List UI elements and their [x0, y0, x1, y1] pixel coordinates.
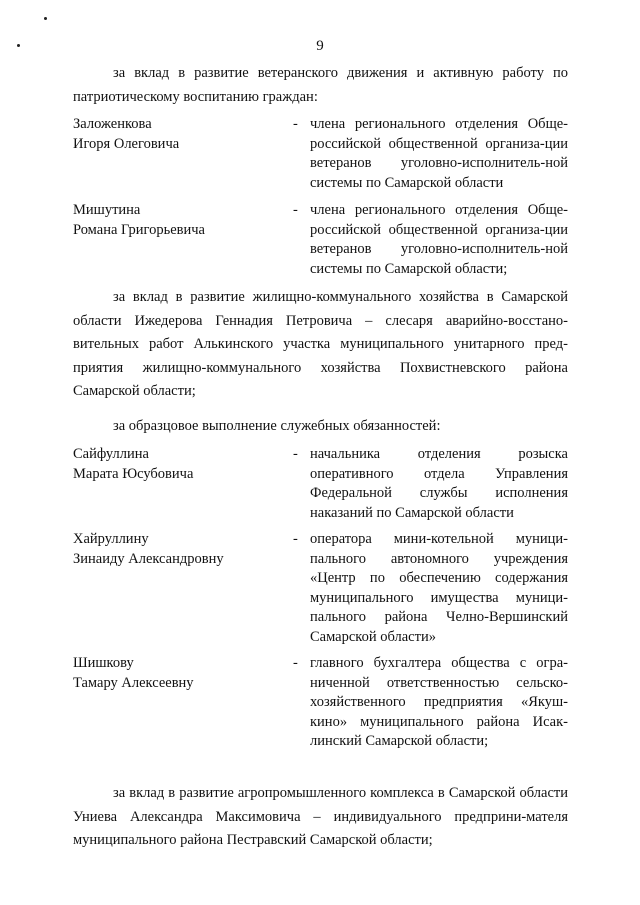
recipient-position: начальника отделения розыска оперативного отдела Управления Федеральной службы исполнения наказаний по Самарской области: [310, 446, 568, 521]
paragraph-agro: за вклад в развитие агропромышленного комплекса в Самарской области Униева Александра Максимовича – индивидуального предприни-мателя муниципального района Пестравский Самарской области;: [73, 785, 568, 848]
dash: -: [293, 116, 298, 132]
dash: -: [293, 655, 298, 671]
section-heading: за образцовое выполнение служебных обязанностей:: [113, 418, 441, 434]
recipient-position: члена регионального отделения Обще-российской общественной организа-ции ветеранов уголовно-исполнитель-ной системы по Самарской области;: [310, 202, 568, 277]
recipient-name: Шишкову Тамару Алексеевну: [73, 655, 194, 691]
recipient-position: оператора мини-котельной муници-пального автономного учреждения «Центр по обеспечению содержания муниципального имущества муници-пального района Челно-Вершинский Самарской области»: [310, 531, 568, 645]
paragraph-housing: за вклад в развитие жилищно-коммунального хозяйства в Самарской области Ижедерова Геннадия Петровича – слесаря аварийно-восстано-вительных работ Алькинского участка муниципального унитарного пред-приятия жилищно-коммунального хозяйства Похвистневского района Самарской области;: [73, 289, 568, 399]
recipient-name: Заложенкова Игоря Олеговича: [73, 116, 180, 152]
recipient-position: главного бухгалтера общества с огра-ниченной ответственностью сельско-хозяйственного предприятия «Якуш-кино» муниципального района Исак-линский Самарской области;: [310, 655, 568, 749]
page-number: 9: [316, 38, 324, 54]
paragraph-veterans: за вклад в развитие ветеранского движения и активную работу по патриотическому воспитанию граждан:: [73, 65, 568, 105]
recipient-position: члена регионального отделения Обще-российской общественной организа-ции ветеранов уголовно-исполнитель-ной системы по Самарской области: [310, 116, 568, 191]
dash: -: [293, 202, 298, 218]
dash: -: [293, 446, 298, 462]
scan-mark: [44, 17, 47, 20]
recipient-name: Сайфуллина Марата Юсубовича: [73, 446, 194, 482]
recipient-name: Хайруллину Зинаиду Александровну: [73, 531, 224, 567]
dash: -: [293, 531, 298, 547]
recipient-name: Мишутина Романа Григорьевича: [73, 202, 205, 238]
